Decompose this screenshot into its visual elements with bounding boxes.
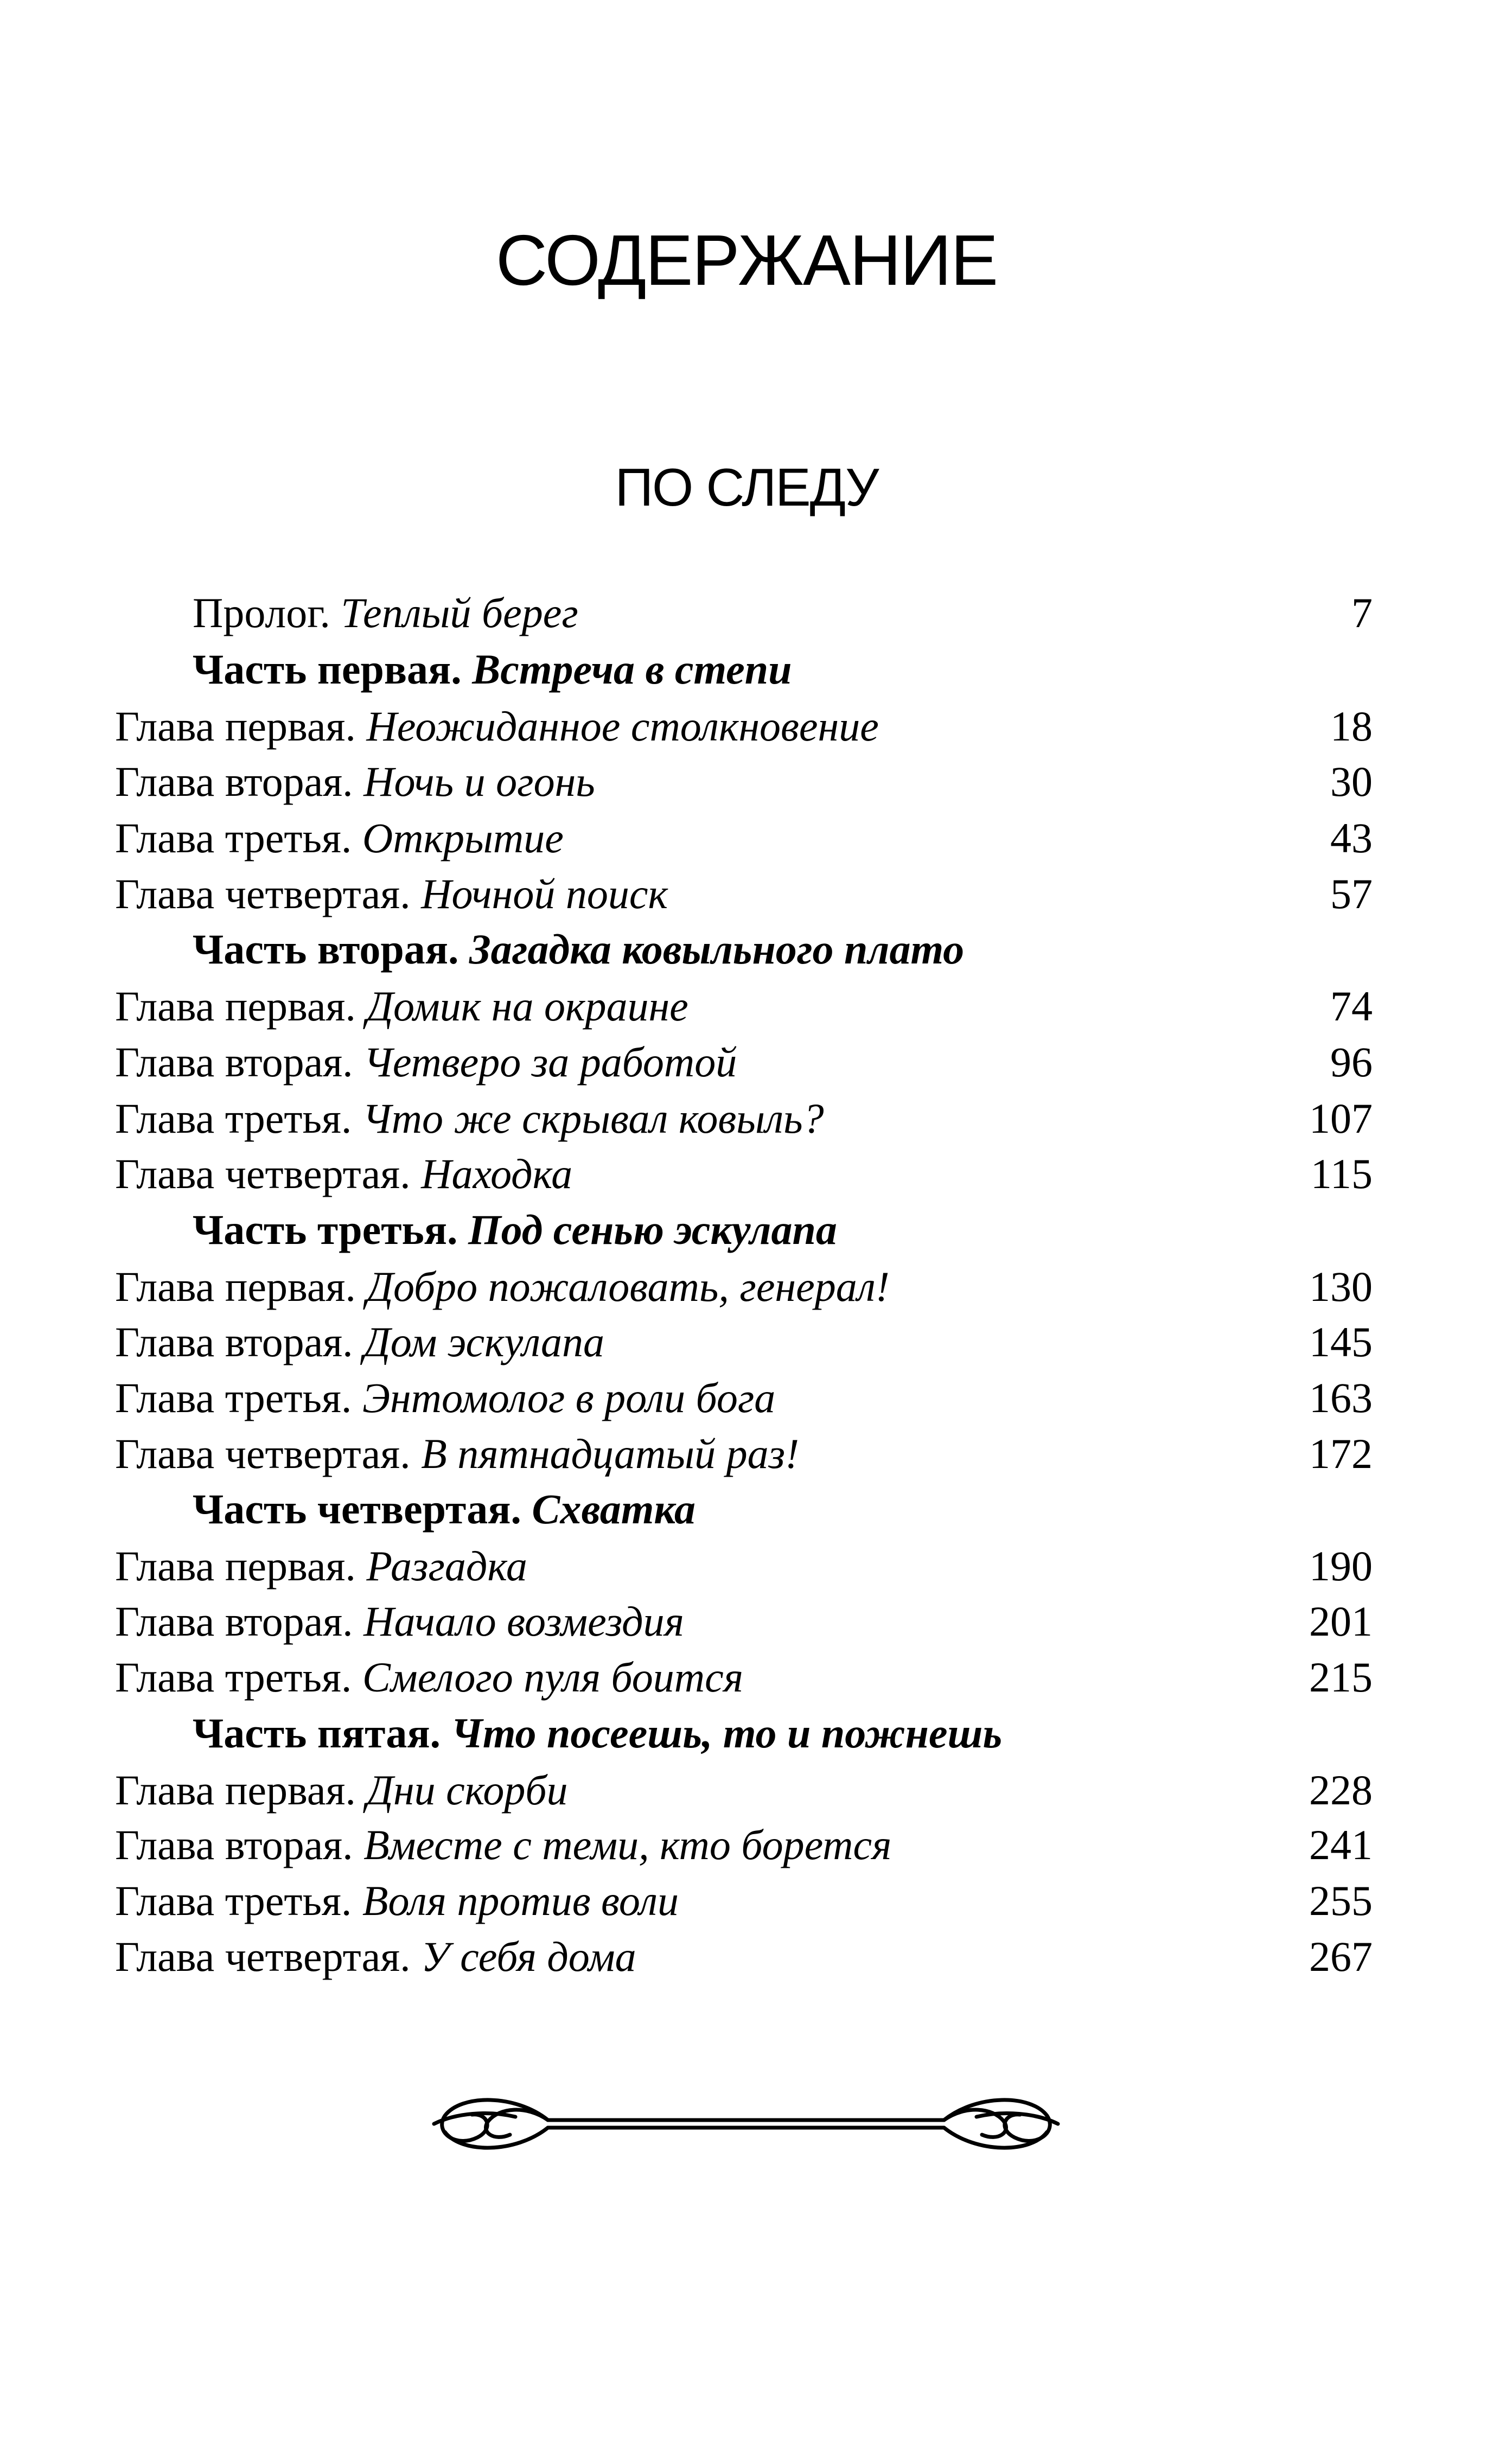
toc-entry-text — [115, 1539, 527, 1593]
toc-entry-text — [193, 586, 578, 640]
toc-page-number: 57 — [1330, 870, 1373, 917]
toc-page-number: 145 — [1309, 1318, 1373, 1365]
toc-entry-label: Глава третья. — [115, 1877, 352, 1924]
toc-page-number: 190 — [1309, 1542, 1373, 1590]
toc-entry-text — [193, 1203, 837, 1257]
toc-entry — [0, 1035, 1373, 1089]
toc-entry — [0, 1315, 1373, 1369]
toc-page-number: 115 — [1310, 1150, 1373, 1197]
toc-entry-label: Часть четвертая. — [193, 1485, 521, 1533]
toc-entry-label: Глава вторая. — [115, 1318, 353, 1365]
toc-entry-text — [115, 867, 668, 921]
toc-part-heading — [0, 1482, 1373, 1536]
toc-entry-title: Открытие — [362, 814, 564, 861]
toc-entry-text — [115, 755, 595, 809]
toc-entry — [0, 867, 1373, 921]
toc-entry — [0, 1594, 1373, 1649]
toc-entry — [0, 1260, 1373, 1314]
toc-entry-label: Часть первая. — [193, 646, 462, 693]
toc-entry-text — [115, 1818, 891, 1872]
toc-entry — [0, 1930, 1373, 1984]
toc-entry-label: Глава вторая. — [115, 1821, 353, 1868]
toc-page-number: 172 — [1309, 1430, 1373, 1477]
toc-entry-title: Теплый берег — [341, 589, 578, 636]
toc-page-number: 255 — [1309, 1877, 1373, 1924]
toc-entry-title: Четверо за работой — [363, 1038, 737, 1086]
toc-entry-text — [193, 1482, 696, 1536]
toc-entry-title: Дни скорби — [366, 1766, 568, 1814]
toc-entry — [0, 1427, 1373, 1481]
toc-entry-text — [115, 699, 879, 754]
toc-entry-label: Глава третья. — [115, 1095, 352, 1142]
toc-entry-title: Под сенью эскулапа — [468, 1206, 837, 1253]
toc-part-heading — [0, 922, 1373, 976]
toc-entry — [0, 1874, 1373, 1928]
toc-entry-title: Находка — [421, 1150, 573, 1197]
toc-entry-text — [193, 922, 964, 976]
toc-entry — [0, 1147, 1373, 1201]
toc-entry-title: Неожиданное столкновение — [366, 703, 879, 750]
toc-entry-text — [115, 1427, 799, 1481]
toc-entry-label: Глава первая. — [115, 1542, 356, 1590]
toc-entry-label: Часть пятая. — [193, 1709, 441, 1757]
toc-entry-title: Встреча в степи — [472, 646, 792, 693]
toc-page-number: 30 — [1330, 758, 1373, 805]
toc-entry — [0, 1763, 1373, 1817]
toc-entry-text — [115, 1594, 684, 1649]
toc-entry-text — [115, 1930, 636, 1984]
toc-entry-title: В пятнадцатый раз! — [421, 1430, 800, 1477]
toc-entry-text — [115, 1763, 568, 1817]
toc-page-number: 96 — [1330, 1038, 1373, 1086]
toc-entry-title: Энтомолог в роли бога — [362, 1374, 776, 1421]
toc-entry-text — [115, 1260, 890, 1314]
toc-entry-text — [115, 811, 564, 865]
toc-entry-title: У себя дома — [421, 1933, 636, 1980]
toc-entry — [0, 1818, 1373, 1872]
toc-entry-label: Глава третья. — [115, 1654, 352, 1701]
toc-part-heading — [0, 642, 1373, 697]
toc-entry — [0, 699, 1373, 754]
toc-entry — [0, 1650, 1373, 1705]
toc-entry-title: Добро пожаловать, генерал! — [366, 1263, 890, 1310]
toc-part-heading — [0, 1706, 1373, 1760]
toc-entry-label: Глава первая. — [115, 1766, 356, 1814]
section-title: ПО СЛЕДУ — [615, 457, 878, 517]
toc-entry-label: Глава первая. — [115, 1263, 356, 1310]
toc-entry-label: Часть третья. — [193, 1206, 458, 1253]
toc-entry-label: Глава четвертая. — [115, 1150, 411, 1197]
toc-entry-title: Вместе с теми, кто борется — [363, 1821, 892, 1868]
toc-entry-label: Глава вторая. — [115, 758, 353, 805]
toc-entry-label: Глава третья. — [115, 814, 352, 861]
toc-page-number: 163 — [1309, 1374, 1373, 1421]
toc-entry-label: Глава третья. — [115, 1374, 352, 1421]
flourish-divider-icon — [423, 2083, 1069, 2165]
toc-entry-label: Глава первая. — [115, 982, 356, 1030]
toc-entry-label: Пролог. — [193, 589, 330, 636]
toc-entry-label: Глава четвертая. — [115, 1933, 411, 1980]
toc-entry-title: Схватка — [532, 1485, 696, 1533]
toc-page-number: 201 — [1309, 1598, 1373, 1645]
toc-entry-label: Часть вторая. — [193, 925, 459, 973]
toc-entry-text — [115, 1315, 604, 1369]
toc-entry — [0, 811, 1373, 865]
toc-page-number: 43 — [1330, 814, 1373, 861]
toc-entry — [0, 586, 1373, 640]
toc-page-number: 18 — [1330, 703, 1373, 750]
toc-entry-title: Воля против воли — [362, 1877, 679, 1924]
toc-entry-title: Ночь и огонь — [363, 758, 595, 805]
page-title: СОДЕРЖАНИЕ — [495, 220, 998, 300]
toc-entry-label: Глава вторая. — [115, 1038, 353, 1086]
toc-entry-text — [193, 1706, 1002, 1760]
toc-entry-text — [193, 642, 792, 697]
toc-entry-title: Дом эскулапа — [363, 1318, 605, 1365]
toc-entry — [0, 1091, 1373, 1146]
toc-page-number: 228 — [1309, 1766, 1373, 1814]
toc-page-number: 215 — [1309, 1654, 1373, 1701]
toc-entry-label: Глава вторая. — [115, 1598, 353, 1645]
toc-entry-title: Что посеешь, то и пожнешь — [451, 1709, 1003, 1757]
toc-entry-label: Глава четвертая. — [115, 870, 411, 917]
toc-entry — [0, 1371, 1373, 1425]
toc-entry-title: Смелого пуля боится — [362, 1654, 743, 1701]
toc-page-number: 74 — [1330, 982, 1373, 1030]
toc-page-number: 241 — [1309, 1821, 1373, 1868]
toc-entry-title: Разгадка — [366, 1542, 527, 1590]
toc-entry — [0, 755, 1373, 809]
toc-entry-text — [115, 1035, 737, 1089]
toc-part-heading — [0, 1203, 1373, 1257]
toc-entry-text — [115, 1874, 679, 1928]
toc-entry-text — [115, 979, 688, 1033]
toc-page-number: 130 — [1309, 1263, 1373, 1310]
toc-entry — [0, 979, 1373, 1033]
toc-page-number: 267 — [1309, 1933, 1373, 1980]
toc-entry-text — [115, 1650, 743, 1705]
toc-page-number: 7 — [1351, 589, 1373, 636]
toc-entry — [0, 1539, 1373, 1593]
toc-entry-label: Глава четвертая. — [115, 1430, 411, 1477]
toc-entry-title: Что же скрывал ковыль? — [362, 1095, 824, 1142]
toc-entry-text — [115, 1147, 572, 1201]
toc-entry-title: Загадка ковыльного плато — [469, 925, 965, 973]
toc-entry-text — [115, 1091, 824, 1146]
toc-entry-title: Ночной поиск — [421, 870, 668, 917]
toc-entry-title: Начало возмездия — [363, 1598, 684, 1645]
toc-entry-text — [115, 1371, 775, 1425]
toc-page-number: 107 — [1309, 1095, 1373, 1142]
toc-entry-label: Глава первая. — [115, 703, 356, 750]
toc-entry-title: Домик на окраине — [366, 982, 688, 1030]
